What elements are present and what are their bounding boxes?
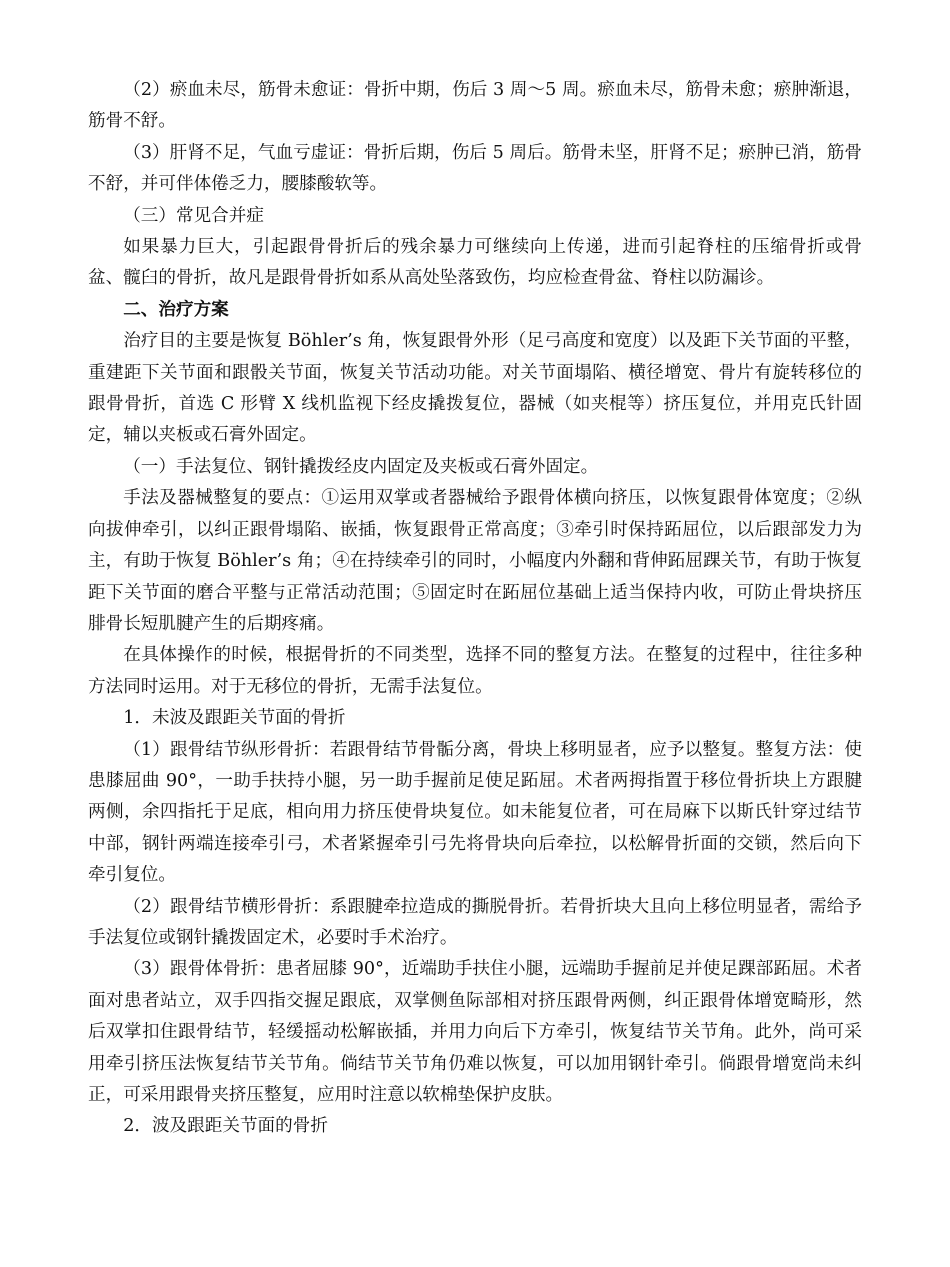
paragraph-body-fracture: （3）跟骨体骨折：患者屈膝 90°，近端助手扶住小腿，远端助手握前足并使足踝部跖屈。术者面对患者站立，双手四指交握足跟底，双掌侧鱼际部相对挤压跟骨两侧，纠正跟骨体增宽畸形，然后双掌扣住跟骨结节，轻缓摇动松解嵌插，并用力向后下方牵引，恢复结节关节角。此外，尚可采用牵引挤压法恢复结节关节角。倘结节关节角仍难以恢复，可以加用钢针牵引。倘跟骨增宽尚未纠正，可采用跟骨夹挤压整复，应用时注意以软棉垫保护皮肤。 (88, 959, 862, 1105)
section-heading-treatment: 二、治疗方案 (123, 299, 229, 320)
paragraph-transverse-fracture: （2）跟骨结节横形骨折：系跟腱牵拉造成的撕脱骨折。若骨折块大且向上移位明显者，需给予手法复位或钢针撬拨固定术，必要时手术治疗。 (88, 896, 862, 948)
paragraph-longitudinal-fracture: （1）跟骨结节纵形骨折：若跟骨结节骨骺分离，骨块上移明显者，应予以整复。整复方法：使患膝屈曲 90°，一助手扶持小腿，另一助手握前足使足跖屈。术者两拇指置于移位骨折块上方跟腱两侧，余四指托于足底，相向用力挤压使骨块复位。如未能复位者，可在局麻下以斯氏针穿过结节中部，钢针两端连接牵引弓，术者紧握牵引弓先将骨块向后牵拉，以松解骨折面的交锁，然后向下牵引复位。 (88, 739, 862, 886)
paragraph-liver-kidney-syndrome: （3）肝肾不足，气血亏虚证：骨折后期，伤后 5 周后。筋骨未坚，肝肾不足；瘀肿已消，筋骨不舒，并可伴体倦乏力，腰膝酸软等。 (88, 142, 862, 195)
subheading-non-articular: 1．未波及跟距关节面的骨折 (123, 708, 346, 729)
subheading-articular: 2．波及跟距关节面的骨折 (123, 1116, 328, 1137)
paragraph-treatment-goals: 治疗目的主要是恢复 Böhler’s 角，恢复跟骨外形（足弓高度和宽度）以及距下关节面的平整，重建距下关节面和跟骰关节面，恢复关节活动功能。对关节面塌陷、横径增宽、骨片有旋转移位的跟骨骨折，首选 C 形臂 X 线机监视下经皮撬拨复位，器械（如夹棍等）挤压复位，并用克氏针固定，辅以夹板或石膏外固定。 (88, 331, 862, 446)
paragraph-stasis-syndrome: （2）瘀血未尽，筋骨未愈证：骨折中期，伤后 3 周～5 周。瘀血未尽，筋骨未愈；瘀肿渐退，筋骨不舒。 (88, 80, 862, 132)
subheading-complications: （三）常见合并症 (123, 205, 264, 226)
paragraph-reduction-points: 手法及器械整复的要点：①运用双掌或者器械给予跟骨体横向挤压，以恢复跟骨体宽度；②纵向拔伸牵引，以纠正跟骨塌陷、嵌插，恢复跟骨正常高度；③牵引时保持跖屈位，以后跟部发力为主，有助于恢复 Böhler’s 角；④在持续牵引的同时，小幅度内外翻和背伸跖屈踝关节，有助于恢复距下关节面的磨合平整与正常活动范围；⑤固定时在跖屈位基础上适当保持内收，可防止骨块挤压腓骨长短肌腱产生的后期疼痛。 (88, 488, 862, 634)
paragraph-complications: 如果暴力巨大，引起跟骨骨折后的残余暴力可继续向上传递，进而引起脊柱的压缩骨折或骨盆、髋臼的骨折，故凡是跟骨骨折如系从高处坠落致伤，均应检查骨盆、脊柱以防漏诊。 (88, 237, 862, 289)
subheading-manual-reduction: （一）手法复位、钢针撬拨经皮内固定及夹板或石膏外固定。 (123, 456, 599, 477)
paragraph-operation-notes: 在具体操作的时候，根据骨折的不同类型，选择不同的整复方法。在整复的过程中，往往多种方法同时运用。对于无移位的骨折，无需手法复位。 (88, 645, 862, 697)
